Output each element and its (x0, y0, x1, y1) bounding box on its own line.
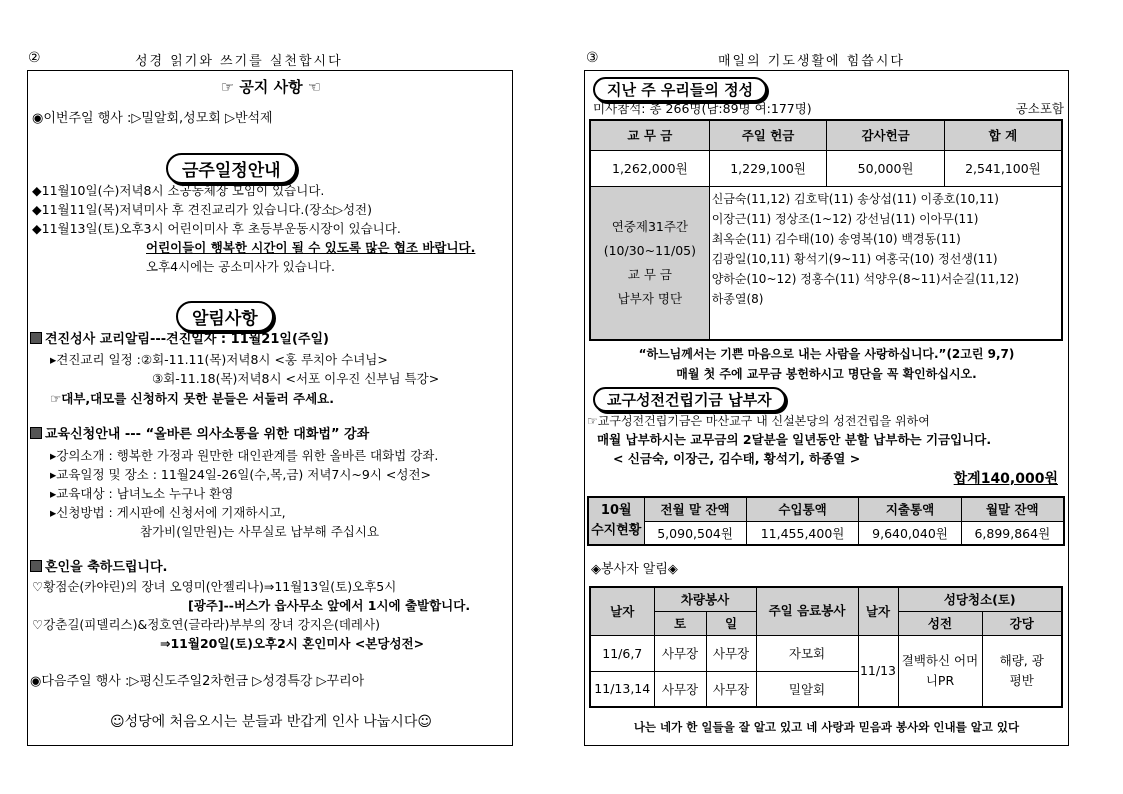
attendance: 미사참석: 총 266명(남:89명 여:177명) (593, 101, 812, 116)
offering-header: 합 계 (944, 120, 1062, 150)
schedule-bold-note: 어린이들이 행복한 시간이 될 수 있도록 많은 협조 바랍니다. (146, 240, 476, 255)
volunteer-header-row (590, 587, 1062, 611)
vol-header-sanctuary: 성전 (898, 611, 982, 635)
next-week-events: ◉다음주일 행사 :▷평신도주일2차헌금 ▷성경특강 ▷꾸리아 (30, 674, 365, 689)
finance-header: 전월 말 잔액 (644, 497, 746, 521)
donor-label-line: 납부자 명단 (617, 290, 683, 306)
left-page-header: 성경 읽기와 쓰기를 실천합시다 (135, 54, 343, 69)
left-page-number: ② (28, 50, 41, 66)
vol-sun: 사무장 (706, 635, 756, 671)
offering-header: 주일 헌금 (709, 120, 827, 150)
education-line: ▸교육대상 : 남녀노소 누구나 환영 (50, 486, 234, 501)
education-line: ▸교육일정 및 장소 : 11월24일-26일(수,목,금) 저녁7시~9시 <성전> (50, 467, 432, 482)
finance-header-row (588, 497, 1064, 521)
education-line: ▸신청방법 : 게시판에 신청서에 기재하시고, (50, 505, 286, 520)
square-bullet-icon (30, 560, 42, 572)
donor-line: 최옥순(11) 김수태(10) 송영복(10) 백경동(11) (711, 231, 961, 246)
finance-value-row (588, 521, 1064, 545)
building-line: 매월 납부하시는 교무금의 2달분을 일년동안 분할 납부하는 기금입니다. (597, 432, 992, 447)
this-week-events: ◉이번주일 행사 :▷밀알회,성모회 ▷반석제 (32, 111, 273, 126)
vol-header-clean: 성당청소(토) (898, 587, 1062, 611)
vol-sat: 사무장 (654, 671, 706, 707)
schedule-title: 금주일정안내 (166, 153, 297, 184)
donor-line: 이장근(11) 정상조(1~12) 강선님(11) 이아무(11) (711, 211, 979, 226)
confirmation-heading: 견진성사 교리알림---견진일자 : 11월21일(주일) (30, 332, 329, 348)
building-names: < 신금숙, 이장근, 김수태, 황석기, 하종열 > (613, 451, 861, 466)
education-heading: 교육신청안내 --- “올바른 의사소통을 위한 대화법” 강좌 (30, 427, 369, 443)
vol-header-sun: 일 (706, 611, 756, 635)
schedule-item: ◆11월13일(토)오후3시 어린이미사 후 초등부운동시장이 있습니다. (32, 221, 401, 236)
verse: “하느님께서는 기쁜 마음으로 내는 사람을 사랑하십니다.”(2고린 9,7) (638, 347, 1015, 361)
donor-label-line: (10/30~11/05) (603, 242, 696, 258)
education-line: ▸강의소개 : 행복한 가정과 원만한 대인관계를 위한 올바른 대화법 강좌. (50, 448, 439, 463)
volunteer-row (590, 635, 1062, 671)
attendance-note: 공소포함 (1015, 101, 1064, 116)
donor-list (709, 186, 1062, 340)
finance-label-line: 10월 (600, 503, 632, 518)
wedding-line: ♡황점순(카야린)의 장녀 오영미(안젤리나)⇒11월13일(토)오후5시 (32, 579, 397, 594)
donor-line: 김광일(10,11) 황석기(9~11) 여홍국(10) 정선생(11) (711, 251, 998, 266)
welcome-message: ☺성당에 처음오시는 분들과 반갑게 인사 나눕시다☺ (110, 714, 432, 730)
finance-table (587, 496, 1065, 546)
donor-line: 하종열(8) (711, 291, 764, 306)
donor-label-line: 연중제31주간 (611, 218, 688, 234)
vol-sat: 사무장 (654, 635, 706, 671)
wedding-bus: [광주]--버스가 읍사무소 앞에서 1시에 출발합니다. (188, 598, 471, 613)
offering-header-row (590, 120, 1062, 150)
vol-drink: 자모회 (756, 635, 858, 671)
offering-value: 1,262,000원 (590, 150, 709, 186)
donor-label-line: 교 무 금 (627, 266, 672, 282)
footer-verse: 나는 네가 한 일들을 잘 알고 있고 네 사랑과 믿음과 봉사와 인내를 알고 있다 (633, 720, 1020, 734)
offering-header: 교 무 금 (590, 120, 709, 150)
schedule-item: ◆11월11일(목)저녁미사 후 견진교리가 있습니다.(장소▷성전) (32, 202, 373, 217)
clean-hall: 해량, 광평반 (982, 635, 1062, 707)
donor-line: 양하순(10~12) 정홍수(11) 석양우(8~11)서순길(11,12) (711, 271, 1020, 286)
confirmation-line: ③회-11.18(목)저녁8시 <서포 이우진 신부님 특강> (152, 371, 440, 386)
vol-drink: 밀알회 (756, 671, 858, 707)
vol-header-hall: 강당 (982, 611, 1062, 635)
square-bullet-icon (30, 332, 42, 344)
donor-line: 신금숙(11,12) 김호탁(11) 송상섭(11) 이종호(10,11) (711, 191, 999, 206)
confirmation-note: ☞대부,대모를 신청하지 못한 분들은 서둘러 주세요. (50, 391, 334, 406)
donor-row (590, 186, 1062, 340)
finance-value: 6,899,864원 (961, 521, 1064, 545)
notice2-title: 알림사항 (176, 301, 274, 332)
vol-sun: 사무장 (706, 671, 756, 707)
wedding-mass: ⇒11월20일(토)오후2시 혼인미사 <본당성전> (160, 636, 425, 651)
vol-header-sat: 토 (654, 611, 706, 635)
offering-header: 감사헌금 (827, 120, 944, 150)
donor-label (590, 186, 709, 340)
volunteer-title: ◈봉사자 알림◈ (591, 562, 678, 577)
right-page-header: 매일의 기도생활에 힘씁시다 (718, 54, 905, 69)
building-title: 교구성전건립기금 납부자 (593, 387, 786, 412)
clean-date: 11/13 (858, 635, 898, 707)
education-fee: 참가비(일만원)는 사무실로 납부해 주십시요 (140, 524, 380, 539)
offering-table (589, 119, 1063, 341)
vol-header-drink: 주일 음료봉사 (756, 587, 858, 635)
finance-value: 9,640,040원 (859, 521, 961, 545)
finance-header: 월말 잔액 (961, 497, 1064, 521)
finance-value: 5,090,504원 (644, 521, 746, 545)
offering-value: 2,541,100원 (944, 150, 1062, 186)
finance-value: 11,455,400원 (746, 521, 859, 545)
verse-note: 매월 첫 주에 교무금 봉헌하시고 명단을 꼭 확인하십시오. (676, 367, 977, 381)
schedule-extra: 오후4시에는 공소미사가 있습니다. (146, 259, 335, 274)
finance-header: 수입통액 (746, 497, 859, 521)
volunteer-table (589, 586, 1063, 708)
right-panel (584, 70, 1069, 746)
offering-value-row (590, 150, 1062, 186)
clean-sanctuary: 결백하신 어머니PR (898, 635, 982, 707)
vol-date: 11/6,7 (590, 635, 654, 671)
schedule-item: ◆11월10일(수)저녁8시 소공동체장 모임이 있습니다. (32, 183, 325, 198)
left-panel (27, 70, 513, 746)
notice-title: ☞ 공지 사항 ☜ (220, 78, 322, 96)
vol-header-date: 날자 (590, 587, 654, 635)
offering-value: 50,000원 (827, 150, 944, 186)
finance-label-line: 수지현황 (591, 523, 642, 538)
wedding-heading: 혼인을 축하드립니다. (30, 560, 168, 576)
right-page-number: ③ (586, 50, 599, 66)
square-bullet-icon (30, 427, 42, 439)
vol-header-date2: 날자 (858, 587, 898, 635)
finance-label (588, 497, 644, 545)
vol-date: 11/13,14 (590, 671, 654, 707)
wedding-line: ♡강춘길(피델리스)&정호연(글라라)부부의 장녀 강지은(데레사) (32, 617, 380, 632)
confirmation-line: ▸견진교리 일정 :②회-11.11(목)저녁8시 <홍 루치아 수녀님> (50, 352, 388, 367)
building-total: 합계140,000원 (953, 471, 1058, 487)
finance-header: 지출통액 (859, 497, 961, 521)
offering-value: 1,229,100원 (709, 150, 827, 186)
building-line: ☞교구성전건립기금은 마산교구 내 신설본당의 성전건립을 위하여 (587, 414, 930, 428)
vol-header-vehicle: 차량봉사 (654, 587, 756, 611)
offering-title: 지난 주 우리들의 정성 (593, 77, 767, 102)
